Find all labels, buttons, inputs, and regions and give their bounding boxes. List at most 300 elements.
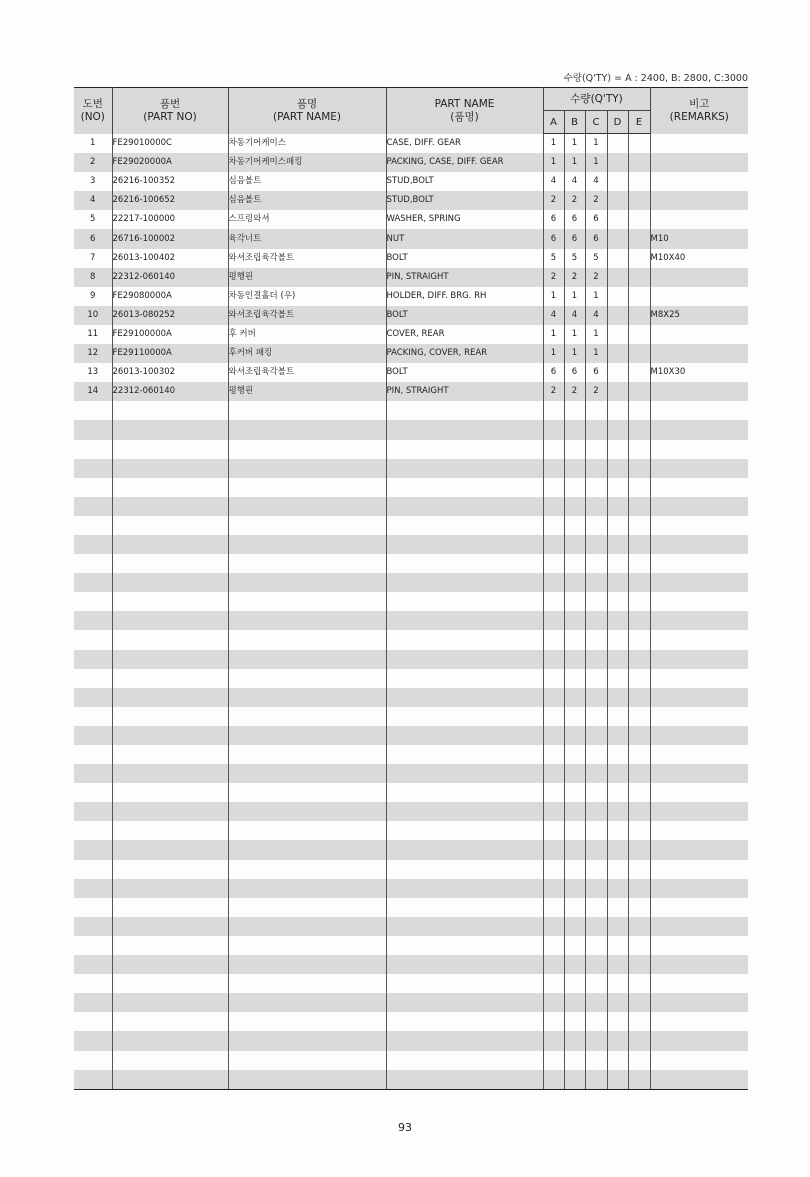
cell-qty-c: 6 (585, 229, 607, 248)
cell-qty-b (564, 554, 585, 573)
cell-qty-b: 1 (564, 134, 585, 154)
blank-row (74, 535, 748, 554)
cell-qty-c: 1 (585, 325, 607, 344)
blank-row (74, 821, 748, 840)
cell-qty-b: 1 (564, 153, 585, 172)
cell-qty-a (543, 592, 564, 611)
cell-remarks (650, 268, 748, 287)
cell-qty-c (585, 516, 607, 535)
cell-qty-d (607, 860, 628, 879)
cell-no (74, 745, 112, 764)
cell-part-no (112, 478, 228, 497)
cell-part-no (112, 516, 228, 535)
cell-no (74, 726, 112, 745)
cell-remarks (650, 650, 748, 669)
cell-no (74, 688, 112, 707)
cell-part-no (112, 726, 228, 745)
cell-remarks (650, 287, 748, 306)
cell-qty-d (607, 783, 628, 802)
cell-remarks (650, 497, 748, 516)
cell-qty-b: 6 (564, 229, 585, 248)
cell-name-en (386, 459, 543, 478)
cell-part-no: 26216-100652 (112, 191, 228, 210)
cell-no (74, 860, 112, 879)
cell-part-no (112, 1070, 228, 1090)
cell-no (74, 592, 112, 611)
cell-name-ko: 심음볼트 (228, 172, 386, 191)
cell-name-en (386, 1070, 543, 1090)
cell-qty-d (607, 210, 628, 229)
cell-remarks (650, 917, 748, 936)
cell-qty-b (564, 497, 585, 516)
cell-qty-e (628, 172, 650, 191)
cell-no (74, 516, 112, 535)
cell-qty-b: 1 (564, 287, 585, 306)
cell-name-ko (228, 401, 386, 420)
cell-qty-e (628, 840, 650, 859)
cell-no: 11 (74, 325, 112, 344)
cell-qty-c (585, 764, 607, 783)
cell-qty-c (585, 974, 607, 993)
table-row (74, 210, 748, 229)
cell-qty-c (585, 707, 607, 726)
cell-remarks (650, 134, 748, 154)
cell-no (74, 898, 112, 917)
cell-qty-b: 6 (564, 363, 585, 382)
cell-qty-b (564, 860, 585, 879)
cell-part-no (112, 554, 228, 573)
cell-part-no (112, 401, 228, 420)
cell-qty-b (564, 917, 585, 936)
cell-no (74, 535, 112, 554)
cell-qty-b: 1 (564, 344, 585, 363)
cell-no (74, 401, 112, 420)
cell-qty-a (543, 420, 564, 439)
cell-qty-b (564, 459, 585, 478)
cell-qty-a (543, 497, 564, 516)
header-remarks-ko: 비고 (689, 97, 710, 110)
cell-qty-c: 4 (585, 172, 607, 191)
cell-qty-b (564, 974, 585, 993)
cell-remarks: M10 (650, 229, 748, 248)
cell-qty-a (543, 936, 564, 955)
blank-row (74, 974, 748, 993)
cell-name-en (386, 1051, 543, 1070)
cell-qty-d (607, 726, 628, 745)
cell-no: 9 (74, 287, 112, 306)
cell-qty-b: 5 (564, 249, 585, 268)
cell-qty-b (564, 669, 585, 688)
header-no (74, 88, 112, 134)
cell-qty-b (564, 1031, 585, 1050)
cell-qty-d (607, 153, 628, 172)
cell-name-en (386, 764, 543, 783)
cell-remarks (650, 936, 748, 955)
cell-no: 8 (74, 268, 112, 287)
cell-remarks (650, 707, 748, 726)
header-part-no-en: (PART NO) (143, 110, 197, 123)
cell-no (74, 478, 112, 497)
cell-qty-e (628, 688, 650, 707)
cell-qty-e (628, 325, 650, 344)
cell-qty-e (628, 650, 650, 669)
cell-qty-b (564, 936, 585, 955)
cell-name-ko (228, 898, 386, 917)
cell-qty-b: 4 (564, 172, 585, 191)
cell-qty-a (543, 821, 564, 840)
cell-qty-d (607, 840, 628, 859)
cell-part-no (112, 936, 228, 955)
cell-qty-e (628, 936, 650, 955)
cell-qty-b (564, 535, 585, 554)
cell-no (74, 650, 112, 669)
cell-qty-c (585, 535, 607, 554)
cell-name-en (386, 860, 543, 879)
cell-no (74, 630, 112, 649)
cell-qty-c (585, 611, 607, 630)
cell-name-ko (228, 802, 386, 821)
blank-row (74, 516, 748, 535)
cell-qty-a (543, 1031, 564, 1050)
cell-remarks (650, 440, 748, 459)
cell-qty-c (585, 955, 607, 974)
cell-no (74, 802, 112, 821)
cell-qty-e (628, 630, 650, 649)
cell-no (74, 936, 112, 955)
cell-qty-a: 2 (543, 268, 564, 287)
blank-row (74, 1031, 748, 1050)
cell-name-ko (228, 1070, 386, 1090)
cell-qty-e (628, 802, 650, 821)
cell-qty-e (628, 745, 650, 764)
cell-qty-a: 6 (543, 363, 564, 382)
cell-qty-d (607, 745, 628, 764)
cell-qty-b (564, 783, 585, 802)
cell-part-no (112, 974, 228, 993)
cell-qty-d (607, 344, 628, 363)
cell-qty-b (564, 993, 585, 1012)
blank-row (74, 630, 748, 649)
cell-name-ko (228, 459, 386, 478)
cell-no (74, 840, 112, 859)
cell-name-en (386, 840, 543, 859)
cell-qty-c: 2 (585, 191, 607, 210)
cell-qty-d (607, 917, 628, 936)
cell-qty-e (628, 917, 650, 936)
cell-part-no (112, 1012, 228, 1031)
cell-name-en (386, 1012, 543, 1031)
cell-qty-b (564, 420, 585, 439)
header-name-ko (228, 88, 386, 134)
cell-no: 12 (74, 344, 112, 363)
cell-qty-a (543, 955, 564, 974)
cell-qty-e (628, 955, 650, 974)
cell-qty-d (607, 191, 628, 210)
cell-name-en: HOLDER, DIFF. BRG. RH (386, 287, 543, 306)
table-row (74, 191, 748, 210)
cell-qty-b (564, 745, 585, 764)
cell-qty-c (585, 497, 607, 516)
cell-qty-a (543, 879, 564, 898)
cell-no (74, 955, 112, 974)
cell-name-ko (228, 917, 386, 936)
blank-row (74, 802, 748, 821)
cell-qty-e (628, 249, 650, 268)
cell-qty-c: 4 (585, 306, 607, 325)
blank-row (74, 936, 748, 955)
cell-name-ko: 평행핀 (228, 268, 386, 287)
header-name-ko-sub: (PART NAME) (272, 110, 342, 123)
cell-remarks (650, 611, 748, 630)
cell-qty-a (543, 516, 564, 535)
cell-part-no (112, 420, 228, 439)
cell-name-en (386, 630, 543, 649)
cell-part-no (112, 955, 228, 974)
cell-part-no (112, 650, 228, 669)
cell-qty-b (564, 879, 585, 898)
cell-qty-d (607, 669, 628, 688)
cell-qty-c (585, 1070, 607, 1090)
cell-qty-e (628, 420, 650, 439)
cell-name-en (386, 879, 543, 898)
cell-part-no (112, 840, 228, 859)
cell-name-en (386, 726, 543, 745)
cell-part-no: 26716-100002 (112, 229, 228, 248)
cell-qty-e (628, 898, 650, 917)
cell-name-ko (228, 783, 386, 802)
cell-no (74, 459, 112, 478)
cell-name-ko (228, 707, 386, 726)
cell-qty-d (607, 630, 628, 649)
cell-qty-b (564, 478, 585, 497)
blank-row (74, 401, 748, 420)
cell-part-no (112, 1031, 228, 1050)
cell-qty-e (628, 592, 650, 611)
cell-part-no: FE29110000A (112, 344, 228, 363)
blank-row (74, 860, 748, 879)
cell-name-ko: 와셔조립육각볼트 (228, 249, 386, 268)
blank-row (74, 420, 748, 439)
cell-qty-b (564, 726, 585, 745)
cell-qty-b: 2 (564, 268, 585, 287)
cell-no: 7 (74, 249, 112, 268)
cell-qty-a (543, 573, 564, 592)
cell-no (74, 573, 112, 592)
cell-part-no (112, 497, 228, 516)
cell-qty-b: 2 (564, 191, 585, 210)
cell-qty-a (543, 554, 564, 573)
cell-qty-d (607, 363, 628, 382)
cell-part-no: 22217-100000 (112, 210, 228, 229)
table-row (74, 382, 748, 401)
blank-row (74, 707, 748, 726)
header-qty-c: C (585, 111, 607, 134)
cell-name-en (386, 440, 543, 459)
table-row (74, 229, 748, 248)
blank-row (74, 497, 748, 516)
cell-qty-c (585, 420, 607, 439)
cell-qty-a: 2 (543, 191, 564, 210)
cell-qty-a (543, 650, 564, 669)
cell-remarks (650, 191, 748, 210)
header-no-ko: 도번 (82, 97, 103, 110)
blank-row (74, 554, 748, 573)
cell-qty-a (543, 630, 564, 649)
header-qty-b: B (564, 111, 585, 134)
blank-row (74, 1051, 748, 1070)
cell-name-ko (228, 420, 386, 439)
cell-qty-d (607, 879, 628, 898)
cell-part-no (112, 860, 228, 879)
cell-qty-d (607, 382, 628, 401)
cell-qty-e (628, 821, 650, 840)
cell-qty-c: 6 (585, 210, 607, 229)
cell-qty-d (607, 420, 628, 439)
cell-qty-e (628, 287, 650, 306)
header-remarks-en: (REMARKS) (669, 110, 729, 123)
cell-name-en (386, 573, 543, 592)
blank-row (74, 1012, 748, 1031)
cell-remarks (650, 153, 748, 172)
cell-qty-d (607, 955, 628, 974)
cell-part-no: 26216-100352 (112, 172, 228, 191)
cell-qty-d (607, 993, 628, 1012)
cell-name-en (386, 497, 543, 516)
table-header (74, 88, 748, 134)
cell-remarks: M8X25 (650, 306, 748, 325)
table-row (74, 153, 748, 172)
cell-name-ko: 스프링와셔 (228, 210, 386, 229)
cell-name-en (386, 554, 543, 573)
cell-qty-b (564, 688, 585, 707)
cell-qty-d (607, 821, 628, 840)
cell-qty-d (607, 898, 628, 917)
cell-remarks (650, 516, 748, 535)
cell-qty-c (585, 840, 607, 859)
cell-no (74, 879, 112, 898)
cell-qty-a (543, 688, 564, 707)
cell-qty-a: 4 (543, 172, 564, 191)
header-part-no (112, 88, 228, 134)
cell-qty-d (607, 325, 628, 344)
cell-remarks (650, 993, 748, 1012)
cell-qty-e (628, 153, 650, 172)
cell-remarks (650, 535, 748, 554)
table-row (74, 325, 748, 344)
cell-qty-b (564, 630, 585, 649)
blank-row (74, 688, 748, 707)
cell-name-ko (228, 440, 386, 459)
cell-name-ko (228, 936, 386, 955)
blank-row (74, 898, 748, 917)
cell-qty-a: 1 (543, 325, 564, 344)
cell-qty-d (607, 764, 628, 783)
cell-qty-a (543, 707, 564, 726)
cell-name-ko: 와셔조립육각볼트 (228, 306, 386, 325)
cell-qty-e (628, 478, 650, 497)
header-remarks (650, 88, 748, 134)
cell-qty-c: 2 (585, 268, 607, 287)
cell-qty-c: 1 (585, 344, 607, 363)
cell-qty-c (585, 745, 607, 764)
cell-part-no: FE29100000A (112, 325, 228, 344)
cell-no: 3 (74, 172, 112, 191)
cell-qty-d (607, 802, 628, 821)
cell-qty-b (564, 1012, 585, 1031)
cell-qty-c (585, 573, 607, 592)
cell-remarks (650, 210, 748, 229)
cell-remarks (650, 1051, 748, 1070)
cell-qty-a (543, 1012, 564, 1031)
cell-qty-c (585, 726, 607, 745)
cell-qty-e (628, 573, 650, 592)
header-qty-a: A (543, 111, 564, 134)
cell-qty-c (585, 783, 607, 802)
cell-qty-e (628, 229, 650, 248)
cell-name-en (386, 516, 543, 535)
cell-qty-a (543, 840, 564, 859)
cell-qty-a (543, 1051, 564, 1070)
blank-row (74, 592, 748, 611)
cell-part-no (112, 688, 228, 707)
cell-name-ko (228, 821, 386, 840)
cell-name-ko (228, 688, 386, 707)
cell-name-en (386, 478, 543, 497)
cell-part-no (112, 993, 228, 1012)
cell-part-no (112, 535, 228, 554)
table-row (74, 172, 748, 191)
cell-qty-d (607, 478, 628, 497)
cell-qty-d (607, 306, 628, 325)
cell-name-en: PACKING, COVER, REAR (386, 344, 543, 363)
cell-no (74, 764, 112, 783)
header-name-en-label: PART NAME (434, 97, 495, 110)
cell-qty-a (543, 459, 564, 478)
cell-remarks (650, 764, 748, 783)
table-row (74, 287, 748, 306)
cell-qty-d (607, 268, 628, 287)
cell-qty-e (628, 401, 650, 420)
cell-qty-a (543, 917, 564, 936)
cell-qty-b (564, 611, 585, 630)
cell-name-ko (228, 974, 386, 993)
cell-qty-b (564, 707, 585, 726)
cell-name-en: PIN, STRAIGHT (386, 268, 543, 287)
blank-row (74, 879, 748, 898)
cell-name-en (386, 917, 543, 936)
cell-remarks (650, 382, 748, 401)
cell-qty-b (564, 802, 585, 821)
cell-remarks (650, 573, 748, 592)
cell-qty-c (585, 917, 607, 936)
cell-qty-a (543, 802, 564, 821)
cell-qty-e (628, 497, 650, 516)
cell-qty-e (628, 879, 650, 898)
cell-name-ko (228, 535, 386, 554)
parts-table (74, 87, 748, 1090)
blank-row (74, 745, 748, 764)
cell-no (74, 497, 112, 516)
blank-row (74, 955, 748, 974)
cell-qty-c (585, 688, 607, 707)
cell-name-en (386, 802, 543, 821)
blank-row (74, 726, 748, 745)
cell-name-ko (228, 840, 386, 859)
cell-qty-c (585, 1031, 607, 1050)
cell-qty-d (607, 611, 628, 630)
cell-name-en (386, 936, 543, 955)
cell-qty-c (585, 478, 607, 497)
